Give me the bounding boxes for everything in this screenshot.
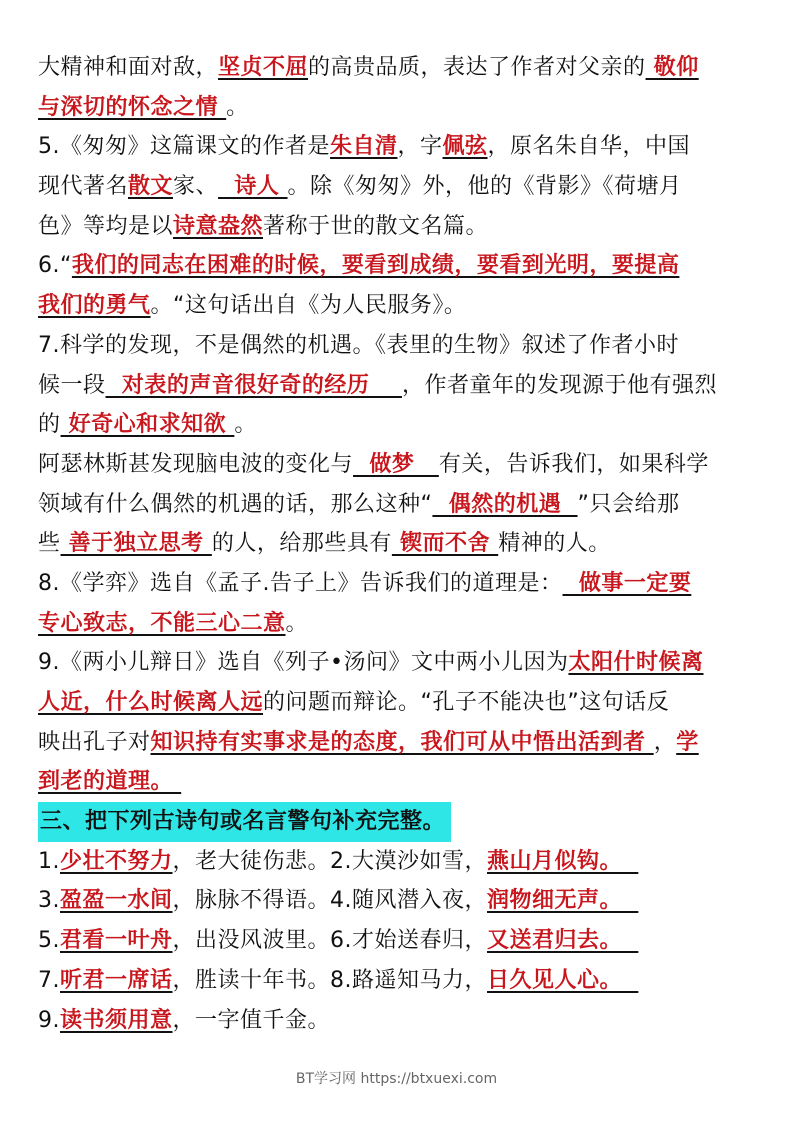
static-text: 7. xyxy=(38,967,60,993)
answer-blank: 敬仰 xyxy=(645,55,699,80)
answer-blank: 太阳什时候离 xyxy=(568,650,704,676)
section-heading: 三、把下列古诗句或名言警句补充完整。 xyxy=(38,802,451,842)
static-text: ，胜读十年书。8.路遥知马力， xyxy=(172,967,488,993)
document-body xyxy=(38,48,760,1040)
text-line xyxy=(38,1001,760,1041)
text-line xyxy=(38,366,760,406)
static-text: 阿瑟林斯甚发现脑电波的变化与 xyxy=(38,451,354,477)
answer-blank: 读书须用意 xyxy=(60,1007,173,1033)
static-text: 候一段 xyxy=(38,372,106,398)
text-line xyxy=(38,604,760,644)
static-text: ，作者童年的发现源于他有强烈 xyxy=(401,372,717,398)
static-text: 。 xyxy=(234,412,257,438)
text-line xyxy=(38,564,760,604)
answer-blank: 人近，什么时候离人远 xyxy=(38,690,264,715)
static-text: 映出孔子对 xyxy=(38,729,151,755)
static-text: ，脉脉不得语。4.随风潜入夜， xyxy=(172,888,488,914)
answer-blank: 君看一叶舟 xyxy=(60,928,173,954)
static-text: 1. xyxy=(38,848,60,874)
answer-blank: 燕山月似钩。 xyxy=(487,848,639,874)
text-line xyxy=(38,127,760,167)
static-text: 领域有什么偶然的机遇的话，那么这种“ xyxy=(38,491,433,517)
static-text: 。 xyxy=(285,610,309,636)
static-text: 的问题而辩论。“孔子不能决也”这句话反 xyxy=(263,690,670,715)
static-text: 些 xyxy=(38,531,61,557)
answer-blank: 坚贞不屈 xyxy=(218,55,309,80)
static-text: 色》等均是以 xyxy=(38,213,174,239)
answer-blank: 朱自清 xyxy=(330,134,398,160)
static-text: 大精神和面对敌， xyxy=(38,55,219,80)
answer-blank: 日久见人心。 xyxy=(487,967,639,993)
static-text: 的高贵品质，表达了作者对父亲的 xyxy=(308,55,646,80)
answer-blank: 与深切的怀念之情 xyxy=(38,94,227,120)
answer-blank: 我们的勇气 xyxy=(38,293,151,319)
static-text: 精神的人。 xyxy=(498,531,611,557)
answer-blank: 做梦 xyxy=(353,451,439,477)
text-line xyxy=(38,524,760,564)
answer-blank: 学 xyxy=(676,729,699,755)
static-text: 9. xyxy=(38,1007,60,1033)
text-line xyxy=(38,326,760,366)
answer-blank: 知识持有实事求是的态度，我们可从中悟出活到者 xyxy=(150,729,654,755)
text-line xyxy=(38,683,760,723)
answer-blank: 我们的同志在困难的时候，要看到成绩，要看到光明，要提高 xyxy=(71,253,680,279)
answer-blank: 诗意盎然 xyxy=(173,213,264,239)
answer-blank: 锲而不舍 xyxy=(391,531,499,557)
text-line xyxy=(38,88,760,128)
static-text: 5. xyxy=(38,928,60,954)
static-text: ，一字值千金。 xyxy=(172,1007,331,1033)
text-line xyxy=(38,921,760,961)
text-line xyxy=(38,445,760,485)
text-line xyxy=(38,405,760,445)
text-line xyxy=(38,485,760,525)
answer-blank: 盈盈一水间 xyxy=(60,888,173,914)
answer-blank: 润物细无声。 xyxy=(487,888,639,914)
text-line xyxy=(38,881,760,921)
static-text: ，字 xyxy=(397,134,443,160)
answer-blank: 到老的道理。 xyxy=(38,769,182,795)
static-text: 5.《匆匆》这篇课文的作者是 xyxy=(38,134,330,160)
static-text: 家、 xyxy=(173,174,219,200)
text-line xyxy=(38,961,760,1001)
static-text: 现代著名 xyxy=(38,174,129,200)
answer-blank: 佩弦 xyxy=(442,134,488,160)
text-line xyxy=(38,842,760,882)
answer-blank: 少壮不努力 xyxy=(60,848,173,874)
static-text: 8.《学弈》选自《孟子.告子上》告诉我们的道理是： xyxy=(38,570,563,596)
answer-blank: 偶然的机遇 xyxy=(432,491,578,517)
static-text: 的人，给那些具有 xyxy=(211,531,392,557)
static-text: 。除《匆匆》外，他的《背影》《荷塘月 xyxy=(287,174,682,200)
answer-blank: 善于独立思考 xyxy=(60,531,212,557)
answer-blank: 对表的声音很好奇的经历 xyxy=(105,372,402,398)
answer-blank: 诗人 xyxy=(218,174,288,200)
text-line xyxy=(38,802,760,842)
answer-blank: 专心致志，不能三心二意 xyxy=(38,610,286,636)
static-text: 著称于世的散文名篇。 xyxy=(263,213,489,239)
text-line xyxy=(38,207,760,247)
static-text: ”只会给那 xyxy=(577,491,680,517)
static-text: 。“这句话出自《为人民服务》。 xyxy=(150,293,467,319)
text-line xyxy=(38,723,760,763)
answer-blank: 又送君归去。 xyxy=(487,928,639,954)
text-line xyxy=(38,643,760,683)
text-line xyxy=(38,48,760,88)
static-text: ， xyxy=(653,729,677,755)
static-text: 7.科学的发现，不是偶然的机遇。《表里的生物》叙述了作者小时 xyxy=(38,332,679,358)
static-text: 的 xyxy=(38,412,61,438)
static-text: ，原名朱自华，中国 xyxy=(487,134,691,160)
static-text: 6.“ xyxy=(38,253,72,279)
footer-watermark: BT学习网 https://btxuexi.com xyxy=(295,1071,498,1087)
text-line xyxy=(38,167,760,207)
static-text: ，老大徒伤悲。2.大漠沙如雪， xyxy=(172,848,488,874)
answer-blank: 散文 xyxy=(128,174,174,200)
static-text: 3. xyxy=(38,888,60,914)
static-text: 9.《两小儿辩日》选自《列子•汤问》文中两小儿因为 xyxy=(38,650,569,676)
static-text: 。 xyxy=(226,94,249,120)
answer-blank: 好奇心和求知欲 xyxy=(60,412,235,438)
answer-blank: 做事一定要 xyxy=(562,570,692,596)
text-line xyxy=(38,246,760,286)
static-text: 有关，告诉我们，如果科学 xyxy=(438,451,709,477)
answer-blank: 听君一席话 xyxy=(60,967,173,993)
text-line xyxy=(38,762,760,802)
text-line xyxy=(38,286,760,326)
static-text: ，出没风波里。6.才始送春归， xyxy=(172,928,488,954)
